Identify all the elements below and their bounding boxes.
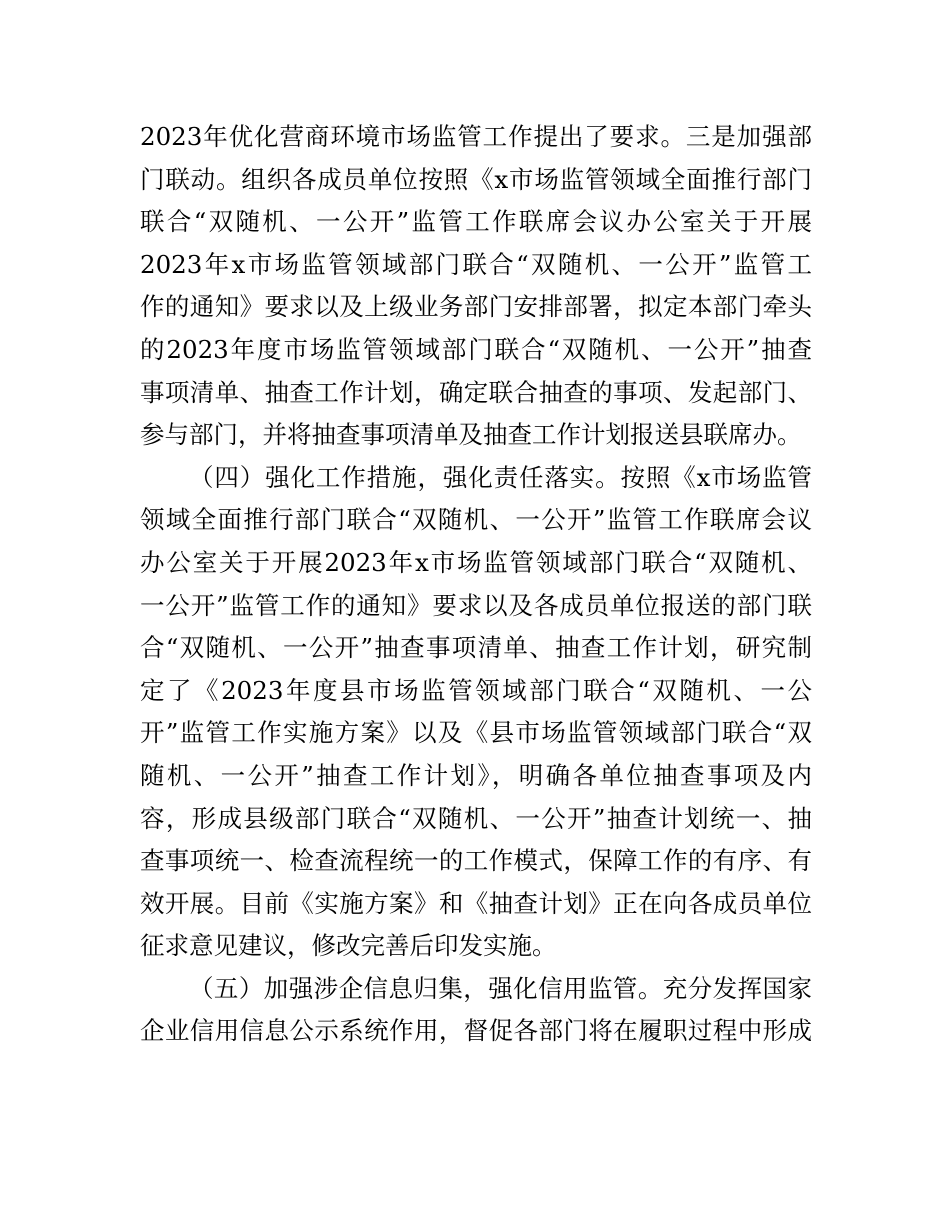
text-line: 领域全面推行部门联合“双随机、一公开”监管工作联席会议 xyxy=(140,505,812,535)
text-line: 2023年优化营商环境市场监管工作提出了要求。三是加强部 xyxy=(140,122,812,151)
text-line: 的2023年度市场监管领域部门联合“双随机、一公开”抽查 xyxy=(140,334,812,364)
text-line: 开”监管工作实施方案》以及《县市场监管领域部门联合“双 xyxy=(140,718,812,748)
text-line: 联合“双随机、一公开”监管工作联席会议办公室关于开展 xyxy=(140,207,812,237)
text-line: 事项清单、抽查工作计划，确定联合抽查的事项、发起部门、 xyxy=(140,377,812,407)
text-line: 企业信用信息公示系统作用，督促各部门将在履职过程中形成 xyxy=(140,1016,812,1046)
text-line: 效开展。目前《实施方案》和《抽查计划》正在向各成员单位 xyxy=(140,888,812,918)
text-line: 一公开”监管工作的通知》要求以及各成员单位报送的部门联 xyxy=(140,590,812,620)
text-line: 2023年x市场监管领域部门联合“双随机、一公开”监管工 xyxy=(140,249,812,279)
text-line: 门联动。组织各成员单位按照《x市场监管领域全面推行部门 xyxy=(140,164,812,194)
paragraph-work-measures xyxy=(140,457,812,968)
text-line: （五）加强涉企信息归集，强化信用监管。充分发挥国家 xyxy=(189,973,812,1003)
text-line: 合“双随机、一公开”抽查事项清单、抽查工作计划，研究制 xyxy=(140,633,812,663)
paragraph-departmental-coordination xyxy=(140,116,812,457)
text-line: 定了《2023年度县市场监管领域部门联合“双随机、一公 xyxy=(140,675,812,705)
text-line: 征求意见建议，修改完善后印发实施。 xyxy=(140,931,557,961)
text-line: 办公室关于开展2023年x市场监管领域部门联合“双随机、 xyxy=(140,547,812,577)
text-line: 参与部门，并将抽查事项清单及抽查工作计划报送县联席办。 xyxy=(140,420,802,450)
text-line: 随机、一公开”抽查工作计划》，明确各单位抽查事项及内 xyxy=(140,760,812,790)
text-line: （四）强化工作措施，强化责任落实。按照《x市场监管 xyxy=(189,462,812,492)
document-body xyxy=(140,116,812,1053)
paragraph-credit-supervision xyxy=(140,968,812,1053)
text-line: 作的通知》要求以及上级业务部门安排部署，拟定本部门牵头 xyxy=(140,292,812,322)
text-line: 查事项统一、检查流程统一的工作模式，保障工作的有序、有 xyxy=(140,846,812,876)
text-line: 容，形成县级部门联合“双随机、一公开”抽查计划统一、抽 xyxy=(140,803,812,833)
